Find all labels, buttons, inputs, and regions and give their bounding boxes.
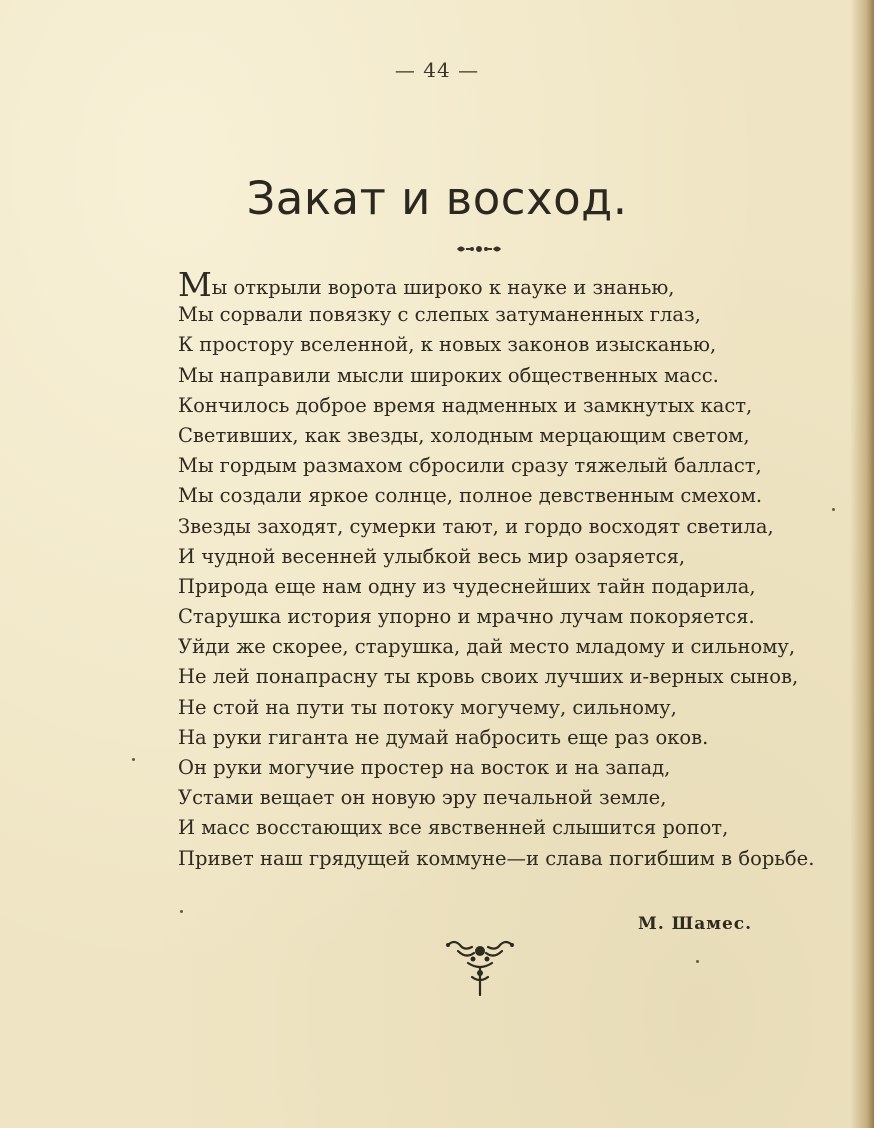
poem-line-rest: ы открыли ворота широко к науке и знанью, [211, 276, 675, 299]
paper-speck [132, 758, 135, 761]
title-ornament-icon [455, 242, 503, 256]
drop-initial: М [178, 265, 212, 304]
poem-line: Кончилось доброе время надменных и замкнутых каст, [178, 393, 753, 417]
poem-line: Привет наш грядущей коммуне—и слава погибшим в борьбе. [178, 846, 815, 870]
poem-line: И чудной весенней улыбкой весь мир озаряется, [178, 544, 686, 568]
poem-line: Не лей понапрасну ты кровь своих лучших и-верных сынов, [178, 665, 799, 689]
poem-line: Природа еще нам одну из чудеснейших тайн подарила, [178, 574, 756, 598]
poem-line: Устами вещает он новую эру печальной земле, [178, 786, 667, 810]
poem-line: Уйди же скорее, старушка, дай место младому и сильному, [178, 635, 796, 659]
poem-body [178, 265, 815, 874]
poem-title: Закат и восход. [246, 172, 628, 225]
author-signature: М. Шамес. [638, 914, 753, 934]
poem-line: Мы сорвали повязку с слепых затуманенных глаз, [178, 303, 701, 327]
end-ornament-icon [444, 937, 516, 999]
poem-line: Не стой на пути ты потоку могучему, сильному, [178, 695, 677, 719]
poem-line: На руки гиганта не думай набросить еще раз оков. [178, 725, 709, 749]
paper-speck [832, 508, 835, 511]
page-number: — 44 — [394, 58, 480, 82]
poem-line: Мы гордым размахом сбросили сразу тяжелый балласт, [178, 454, 762, 478]
poem-line: К простору вселенной, к новых законов изысканью, [178, 333, 717, 357]
poem-line: Звезды заходят, сумерки тают, и гордо восходят светила, [178, 514, 774, 538]
poem-line: Он руки могучие простер на восток и на запад, [178, 756, 671, 779]
poem-line [178, 265, 798, 304]
page-edge-shadow [850, 0, 874, 1128]
paper-speck [696, 960, 699, 963]
poem-line: И масс восстающих все явственней слышится ропот, [178, 816, 729, 840]
poem-line: Старушка история упорно и мрачно лучам покоряется. [178, 605, 755, 629]
poem-line: Мы создали яркое солнце, полное девственным смехом. [178, 484, 763, 508]
paper-speck [180, 910, 183, 913]
poem-line: Мы направили мысли широких общественных масс. [178, 363, 719, 387]
poem-line: Светивших, как звезды, холодным мерцающим светом, [178, 423, 750, 447]
